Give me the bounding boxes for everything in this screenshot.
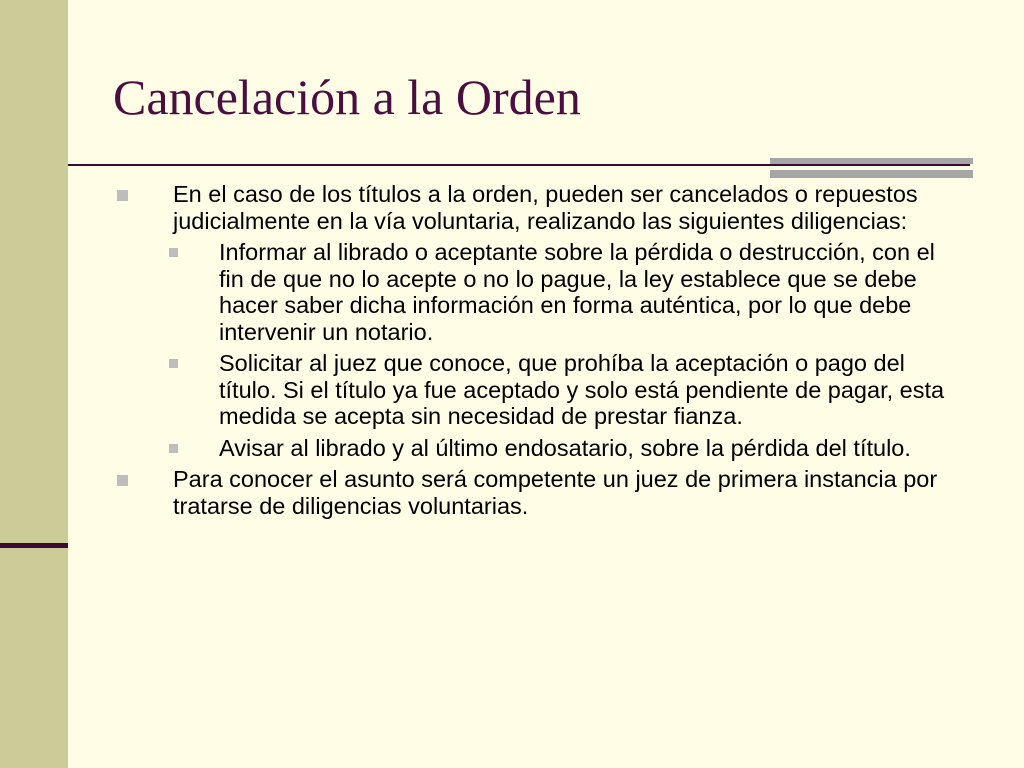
side-band-divider bbox=[0, 543, 68, 548]
square-bullet-icon bbox=[169, 444, 178, 453]
slide-body bbox=[113, 180, 963, 524]
title-rule bbox=[68, 164, 970, 166]
sub-bullet-text: Avisar al librado y al último endosatario, sobre la pérdida del título. bbox=[219, 434, 911, 461]
sub-bullet-item bbox=[113, 435, 963, 462]
bullet-item bbox=[113, 466, 963, 519]
square-bullet-icon bbox=[169, 359, 178, 368]
square-bullet-icon bbox=[117, 475, 128, 486]
sub-bullet-text: Informar al librado o aceptante sobre la pérdida o destrucción, con el fin de que no lo acepte o no lo pague, la ley establece que se debe hacer saber dicha información en forma auténtica, por lo que debe intervenir un notario. bbox=[219, 239, 935, 345]
sub-bullet-text: Solicitar al juez que conoce, que prohíba la aceptación o pago del título. Si el título ya fue aceptado y solo está pendiente de pagar, esta medida se acepta sin necesidad de prestar fianza. bbox=[219, 350, 945, 429]
bullet-text: En el caso de los títulos a la orden, pueden ser cancelados o repuestos judicialmente en la vía voluntaria, realizando las siguientes diligencias: bbox=[173, 181, 918, 234]
side-band bbox=[0, 0, 68, 768]
bullet-text: Para conocer el asunto será competente un juez de primera instancia por tratarse de diligencias voluntarias. bbox=[173, 466, 938, 519]
square-bullet-icon bbox=[117, 190, 128, 201]
slide-title: Cancelación a la Orden bbox=[113, 69, 581, 125]
bullet-item bbox=[113, 181, 963, 234]
sub-bullet-item bbox=[113, 239, 963, 345]
title-rule-accent-lower bbox=[770, 170, 973, 178]
sub-bullet-item bbox=[113, 350, 963, 430]
square-bullet-icon bbox=[169, 248, 178, 257]
